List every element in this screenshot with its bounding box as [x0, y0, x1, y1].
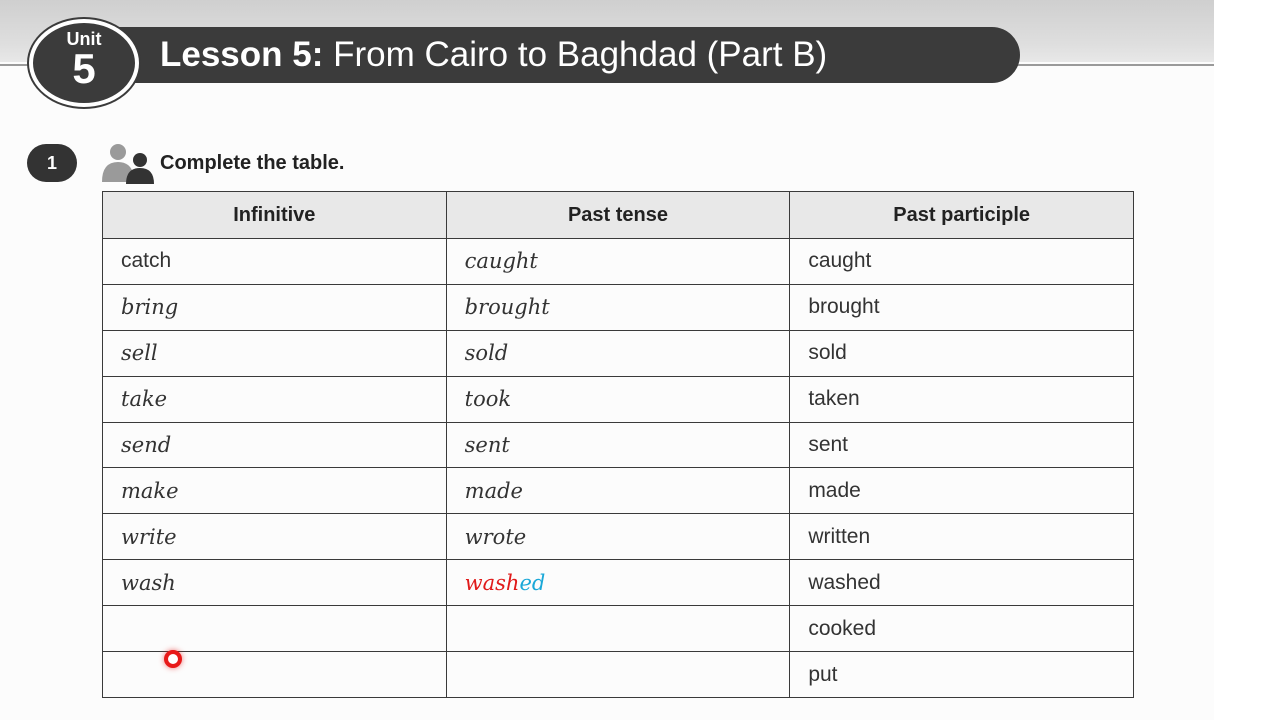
past-tense-suffix: ed: [519, 570, 546, 595]
unit-number: 5: [72, 45, 96, 92]
cell-past-tense: took: [446, 376, 790, 422]
table-row: [103, 239, 1134, 285]
cell-infinitive: catch: [103, 239, 447, 285]
table-row: [103, 468, 1134, 514]
cell-past-participle: sent: [790, 422, 1134, 468]
exercise-number: 1: [27, 144, 77, 182]
unit-label: Unit: [66, 29, 102, 49]
table-row: [103, 560, 1134, 606]
cell-past-tense: caught: [446, 239, 790, 285]
cell-infinitive: make: [103, 468, 447, 514]
cell-infinitive: [103, 606, 447, 652]
cell-past-tense: [446, 652, 790, 698]
table-row: [103, 284, 1134, 330]
page-margin: [1214, 0, 1280, 720]
cell-past-tense: brought: [446, 284, 790, 330]
cell-infinitive: write: [103, 514, 447, 560]
verb-table: [102, 191, 1134, 698]
cell-past-participle: written: [790, 514, 1134, 560]
cell-past-tense: wrote: [446, 514, 790, 560]
table-row: [103, 422, 1134, 468]
cell-past-tense: made: [446, 468, 790, 514]
cell-infinitive: bring: [103, 284, 447, 330]
table-row: [103, 330, 1134, 376]
cell-past-tense: [446, 606, 790, 652]
header-past-tense: Past tense: [446, 192, 790, 239]
cell-past-participle: sold: [790, 330, 1134, 376]
cell-past-tense: sold: [446, 330, 790, 376]
exercise-instruction: Complete the table.: [160, 152, 345, 174]
cell-past-participle: made: [790, 468, 1134, 514]
lesson-name: From Cairo to Baghdad (Part B): [333, 35, 828, 74]
unit-badge: [29, 19, 139, 107]
table-header-row: [103, 192, 1134, 239]
cell-past-participle: caught: [790, 239, 1134, 285]
lesson-title: [160, 30, 827, 80]
cell-infinitive: wash: [103, 560, 447, 606]
cell-past-participle: brought: [790, 284, 1134, 330]
table-row: [103, 376, 1134, 422]
cell-past-tense: sent: [446, 422, 790, 468]
header-infinitive: Infinitive: [103, 192, 447, 239]
cell-infinitive: send: [103, 422, 447, 468]
pair-work-icon: [100, 142, 154, 184]
lesson-label: Lesson 5:: [160, 35, 324, 74]
table-row: [103, 652, 1134, 698]
cell-past-participle: put: [790, 652, 1134, 698]
pointer-cursor: [164, 650, 182, 668]
header-past-participle: Past participle: [790, 192, 1134, 239]
cell-infinitive: [103, 652, 447, 698]
cell-past-participle: cooked: [790, 606, 1134, 652]
cell-infinitive: sell: [103, 330, 447, 376]
past-tense-stem: wash: [464, 570, 520, 595]
cell-past-participle: washed: [790, 560, 1134, 606]
cell-past-participle: taken: [790, 376, 1134, 422]
cell-past-tense: [446, 560, 790, 606]
table-row: [103, 606, 1134, 652]
cell-infinitive: take: [103, 376, 447, 422]
table-row: [103, 514, 1134, 560]
